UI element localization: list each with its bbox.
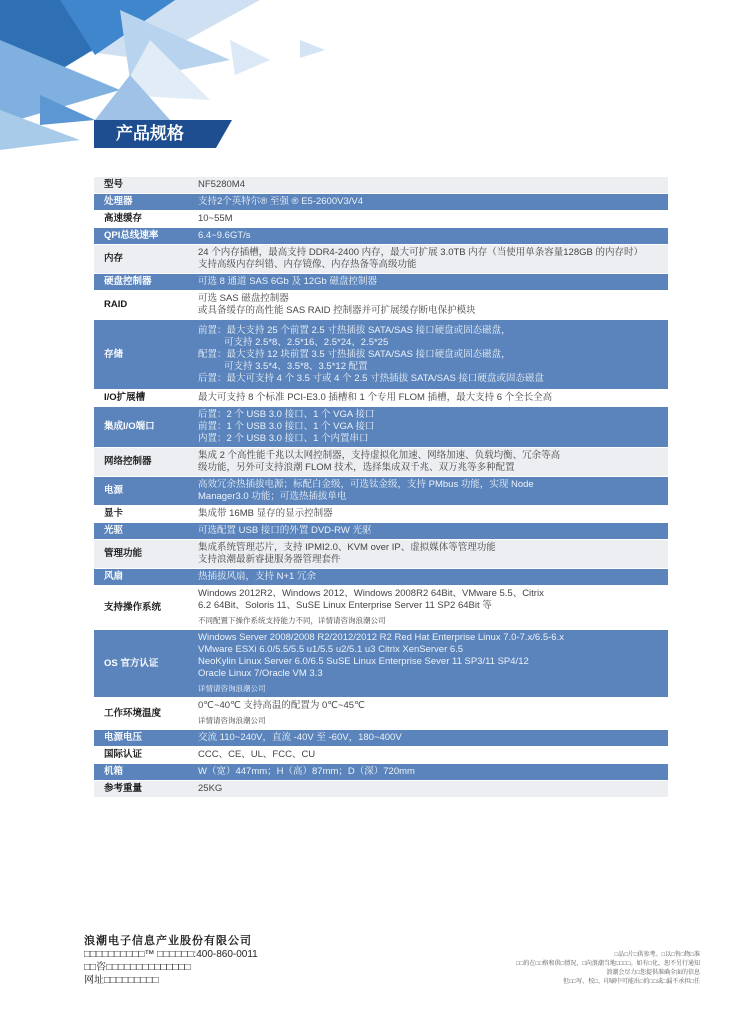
disclaimer-line: 浪潮会尽力□您提供准确全面的信息 xyxy=(606,970,700,976)
spec-row xyxy=(94,630,668,698)
spec-value-line: CCC、CE、UL、FCC、CU xyxy=(198,749,316,760)
spec-label: 网络控制器 xyxy=(94,448,190,477)
spec-row xyxy=(94,228,668,245)
spec-label: RAID xyxy=(94,291,190,320)
spec-table xyxy=(94,177,668,798)
spec-value xyxy=(190,291,668,320)
company-name: 浪潮电子信息产业股份有限公司 xyxy=(84,935,252,947)
spec-value-line: 或具备缓存的高性能 SAS RAID 控制器并可扩展缓存断电保护模块 xyxy=(198,305,476,316)
spec-row xyxy=(94,764,668,781)
spec-value-line: 级功能，另外可支持浪潮 FLOM 技术，选择集成双千兆、双万兆等多种配置 xyxy=(198,462,515,473)
spec-label: I/O扩展槽 xyxy=(94,390,190,407)
spec-label: 显卡 xyxy=(94,506,190,523)
spec-label: 光驱 xyxy=(94,523,190,540)
spec-row xyxy=(94,291,668,320)
spec-row xyxy=(94,245,668,274)
spec-value-line: 支持高级内存纠错、内存镜像、内存热备等高级功能 xyxy=(198,259,417,270)
spec-value xyxy=(190,523,668,540)
spec-row xyxy=(94,747,668,764)
spec-note: 详情请咨询浪潮公司 xyxy=(198,684,266,693)
spec-value-line: 支持浪潮最新睿捷服务器管理套件 xyxy=(198,554,341,565)
spec-value-line: 后置：最大可支持 4 个 3.5 寸或 4 个 2.5 寸热插拔 SATA/SAS 接口硬盘或固态磁盘 xyxy=(198,372,544,384)
spec-value xyxy=(190,781,668,798)
spec-value xyxy=(190,211,668,228)
spec-value-line: 0℃~40℃ 支持高温的配置为 0℃~45℃ xyxy=(198,700,365,711)
spec-row xyxy=(94,730,668,747)
spec-value-line: Windows 2012R2、Windows 2012、Windows 2008R2 64Bit、VMware 5.5、Citrix xyxy=(198,588,544,599)
spec-row xyxy=(94,540,668,569)
footer-company-info xyxy=(84,935,258,987)
spec-value-line: Oracle Linux 7/Oracle VM 3.3 xyxy=(198,668,323,679)
spec-label: 电源电压 xyxy=(94,730,190,747)
spec-value-line: NeoKylin Linux Server 6.0/6.5 SuSE Linux Enterprise Sever 11 SP3/11 SP4/12 xyxy=(198,656,529,667)
spec-row xyxy=(94,211,668,228)
spec-label: 风扇 xyxy=(94,569,190,586)
spec-value-line: 前置：最大支持 25 个前置 2.5 寸热插拔 SATA/SAS 接口硬盘或固态磁盘， xyxy=(198,324,511,336)
spec-value-line: W（宽）447mm；H（高）87mm；D（深）720mm xyxy=(198,766,415,777)
spec-value xyxy=(190,698,668,730)
spec-value-line: 交流 110~240V，直流 -40V 至 -60V，180~400V xyxy=(198,732,402,743)
spec-value xyxy=(190,764,668,781)
spec-value xyxy=(190,569,668,586)
disclaimer-line: □□的在□□格和供□情况，□向浪潮当地□□□□。如有□化，恕不另行通知 xyxy=(516,961,700,967)
spec-value-line: 可支持 2.5*8、2.5*16、2.5*24、2.5*25 xyxy=(224,336,389,348)
spec-row xyxy=(94,586,668,630)
spec-label: 存储 xyxy=(94,320,190,390)
spec-value xyxy=(190,320,668,390)
spec-value xyxy=(190,407,668,448)
spec-row xyxy=(94,177,668,194)
spec-value xyxy=(190,540,668,569)
disclaimer-line: 但□□写、校□、印刷中可能出□的□□或□漏不承担□任 xyxy=(563,979,700,985)
spec-value-line: 可选 8 通道 SAS 6Gb 及 12Gb 磁盘控制器 xyxy=(198,276,377,287)
spec-note: 详情请咨询浪潮公司 xyxy=(198,716,266,725)
spec-row xyxy=(94,194,668,211)
spec-label: 参考重量 xyxy=(94,781,190,798)
spec-value xyxy=(190,506,668,523)
spec-row xyxy=(94,569,668,586)
spec-label: 支持操作系统 xyxy=(94,586,190,630)
spec-value xyxy=(190,245,668,274)
spec-label: QPI总线速率 xyxy=(94,228,190,245)
spec-value xyxy=(190,586,668,630)
spec-label: OS 官方认证 xyxy=(94,630,190,698)
spec-value xyxy=(190,274,668,291)
spec-value-line: 可选配置 USB 接口的外置 DVD-RW 光驱 xyxy=(198,525,372,536)
spec-row xyxy=(94,477,668,506)
spec-label: 工作环境温度 xyxy=(94,698,190,730)
footer-disclaimer xyxy=(516,951,700,987)
spec-value xyxy=(190,477,668,506)
spec-label: 处理器 xyxy=(94,194,190,211)
spec-value-line: 支持2个英特尔® 至强 ® E5-2600V3/V4 xyxy=(198,196,363,207)
spec-value-line: VMware ESXi 6.0/5.5/5.5 u1/5.5 u2/5.1 u3 Citrix XenServer 6.5 xyxy=(198,644,464,655)
spec-label: 高速缓存 xyxy=(94,211,190,228)
spec-value-line: 后置：2 个 USB 3.0 接口、1 个 VGA 接口 xyxy=(198,409,375,420)
spec-row xyxy=(94,523,668,540)
footer-hotline: □□□□□□□□□□™ □□□□□□:400-860-0011 xyxy=(84,949,258,960)
spec-value xyxy=(190,448,668,477)
spec-value xyxy=(190,730,668,747)
spec-value xyxy=(190,194,668,211)
footer-website: 网址□□□□□□□□□ xyxy=(84,975,159,986)
spec-label: 型号 xyxy=(94,177,190,194)
spec-value-line: 可选 SAS 磁盘控制器 xyxy=(198,293,289,304)
spec-value-line: 前置：1 个 USB 3.0 接口、1 个 VGA 接口 xyxy=(198,421,375,432)
spec-value xyxy=(190,747,668,764)
spec-label: 硬盘控制器 xyxy=(94,274,190,291)
spec-value xyxy=(190,177,668,194)
spec-row xyxy=(94,506,668,523)
spec-row xyxy=(94,407,668,448)
spec-value-line: NF5280M4 xyxy=(198,179,245,190)
spec-value-line: 6.4~9.6GT/s xyxy=(198,230,251,241)
spec-value-line: 高效冗余热插拔电源；标配白金级，可选钛金级，支持 PMbus 功能，实现 Node xyxy=(198,479,534,490)
spec-value xyxy=(190,630,668,698)
spec-value-line: 最大可支持 8 个标准 PCI-E3.0 插槽和 1 个专用 FLOM 插槽，最大支持 6 个全长全高 xyxy=(198,392,553,403)
spec-row xyxy=(94,274,668,291)
spec-value-line: 24 个内存插槽，最高支持 DDR4-2400 内存，最大可扩展 3.0TB 内存（当使用单条容量128GB 的内存时） xyxy=(198,247,643,258)
spec-value-line: 集成 2 个高性能千兆以太网控制器，支持虚拟化加速、网络加速、负载均衡、冗余等高 xyxy=(198,450,561,461)
spec-label: 电源 xyxy=(94,477,190,506)
spec-value xyxy=(190,228,668,245)
spec-row xyxy=(94,698,668,730)
spec-row xyxy=(94,320,668,390)
spec-value-line: 配置：最大支持 12 块前置 3.5 寸热插拔 SATA/SAS 接口硬盘或固态磁盘， xyxy=(198,348,511,360)
spec-value-line: Manager3.0 功能；可选热插拔单电 xyxy=(198,491,347,502)
spec-value-line: 可支持 3.5*4、3.5*8、3.5*12 配置 xyxy=(224,360,368,372)
spec-note: 不同配置下操作系统支持能力不同，详情请咨询浪潮公司 xyxy=(198,616,386,625)
spec-value-line: Windows Server 2008/2008 R2/2012/2012 R2 Red Hat Enterprise Linux 7.0-7.x/6.5-6.x xyxy=(198,632,564,643)
spec-value-line: 10~55M xyxy=(198,213,233,224)
spec-label: 内存 xyxy=(94,245,190,274)
footer-consult: □□咨□□□□□□□□□□□□□□ xyxy=(84,962,191,973)
spec-label: 管理功能 xyxy=(94,540,190,569)
spec-value-line: 内置：2 个 USB 3.0 接口、1 个内置串口 xyxy=(198,433,369,444)
spec-value-line: 集成带 16MB 显存的显示控制器 xyxy=(198,508,333,519)
spec-label: 集成I/O端口 xyxy=(94,407,190,448)
spec-label: 国际认证 xyxy=(94,747,190,764)
spec-row xyxy=(94,448,668,477)
spec-value-line: 25KG xyxy=(198,783,223,794)
spec-value xyxy=(190,390,668,407)
disclaimer-line: □品□片□供参考。□以□售□物□准 xyxy=(614,952,700,958)
spec-row xyxy=(94,781,668,798)
spec-value-line: 6.2 64Bit、Soloris 11、SuSE Linux Enterprise Server 11 SP2 64Bit 等 xyxy=(198,600,492,611)
spec-value-line: 集成系统管理芯片，支持 IPMI2.0、KVM over IP、虚拟媒体等管理功能 xyxy=(198,542,496,553)
spec-row xyxy=(94,390,668,407)
section-title: 产品规格 xyxy=(94,120,216,148)
spec-value-line: 热插拔风扇，支持 N+1 冗余 xyxy=(198,571,316,582)
spec-label: 机箱 xyxy=(94,764,190,781)
